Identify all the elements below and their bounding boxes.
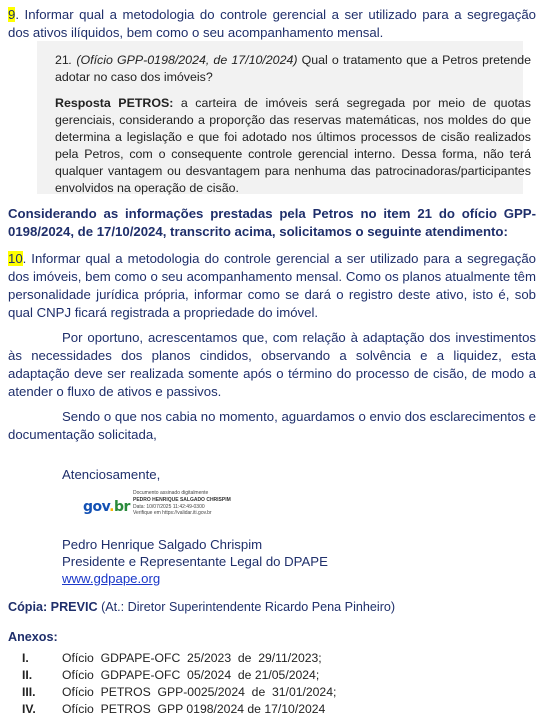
signature-verify: Verifique em https://validar.iti.gov.br: [133, 510, 212, 517]
oportuno-paragraph: [8, 329, 536, 401]
oportuno-text: Por oportuno, acrescentamos que, com relação à adaptação dos investimentos às necessidades dos planos cindidos, observando a solvência e a liquidez, esta adaptação deve ser realizada somente após o término do processo de cisão, de modo a atender o fluxo de ativos e passivos.: [8, 330, 536, 399]
item-10-number: 10: [8, 251, 23, 266]
signature-date: Data: 10/07/2025 11:42:49-0300: [133, 503, 205, 510]
document-page: 9. Informar qual a metodologia do controle gerencial a ser utilizado para a segregação dos ativos ilíquidos, bem como o seu acompanhamento mensal. 21. (Ofício GPP-0198/2024, de 17/10/2024) Qual o tratamento que a Petros pretende adotar no caso dos imóveis? Resposta PETROS: a carteira de imóveis será segregada por meio de quotas gerenciais, considerando a proporção das reservas matemáticas, nos moldes do que determina a legislação e que foi adotado nos últimos processos de cisão realizados pela Petros, com o consequente controle gerencial interno. Dessa forma, não terá qualquer vantagem ou desvantagem para nenhuma das patrocinadoras/participantes envolvidos na operação de cisão. Considerando as informações prestadas pela Petros no item 21 do ofício GPP-0198/2024, de 17/10/2024, transcrito acima, solicitamos o seguinte atendimento: 10. Informar qual a metodologia do controle gerencial a ser utilizado para a segregação dos imóveis, bem como o seu acompanhamento mensal. Como os planos atualmente têm personalidade jurídica própria, informar como se dará o registro deste ativo, isto é, sob qual CNPJ ficará registrada a propriedade do imóvel. Por oportuno, acrescentamos que, com relação à adaptação dos investimentos às necessidades dos planos cindidos, observando a solvência e a liquidez, esta adaptação deve ser realizada somente após o término do processo de cisão, de modo a atender o fluxo de ativos e passivos. Sendo o que nos cabia no momento, aguardamos o envio dos esclarecimentos e documentação solicitada, Atenciosamente, gov.br Documento assinado digitalmente PEDRO HENRIQUE SALGADO CHRISPIM Data: 10/07/2025 11:42:49-0300 Verifique em https://validar.iti.gov.br Pedro Henrique Salgado Chrispim Presidente e Representante Legal do DPAPE www.gdpape.org Cópia: PREVIC (At.: Diretor Superintendente Ricardo Pena Pinheiro) Anexos: I. Ofício GDPAPE-OFC 25/2023 de 29/11/2023; II. Ofício GDPAPE-OFC 05/2024 de 21/05/2024; III. Ofício PETROS GPP-0025/2024 de 31/01/2024; IV. Ofício PETROS GPP 0198/2024 de 17/10/2024: [8, 7, 536, 716]
copy-label: Cópia: PREVIC: [8, 600, 98, 614]
copy-text: (At.: Diretor Superintendente Ricardo Pena Pinheiro): [97, 600, 396, 614]
question-21-text: Qual o tratamento que a Petros pretende adotar no caso dos imóveis?: [55, 53, 531, 84]
signature-details: [133, 490, 231, 517]
item-10-text: . Informar qual a metodologia do controle gerencial a ser utilizado para a segregação dos imóveis, bem como o seu acompanhamento mensal. Como os planos atualmente têm personalidade jurídica própria, informar como se dará o registro deste ativo, isto é, sob qual CNPJ ficará registrada a propriedade do imóvel.: [8, 251, 536, 320]
signer-role: Presidente e Representante Legal do DPAPE: [62, 554, 328, 569]
signer-name: Pedro Henrique Salgado Chrispim: [62, 537, 263, 552]
website-link[interactable]: www.gdpape.org: [62, 571, 161, 586]
question-21-reference: . (Ofício GPP-0198/2024, de 17/10/2024): [68, 53, 298, 67]
govbr-logo: gov.br: [83, 499, 130, 515]
question-21: [55, 52, 531, 86]
annexes-title: Anexos:: [8, 630, 58, 644]
considerando-paragraph: Considerando as informações prestadas pela Petros no item 21 do ofício GPP-0198/2024, de 17/10/2024, transcrito acima, solicitamos o seguinte atendimento:: [8, 206, 536, 239]
sendo-paragraph: [8, 408, 536, 444]
item-10-paragraph: [8, 250, 536, 322]
closing-salutation: Atenciosamente,: [62, 467, 161, 482]
signature-signer-name: PEDRO HENRIQUE SALGADO CHRISPIM: [133, 496, 231, 503]
item-9-paragraph: [8, 6, 536, 42]
question-21-number: 21: [55, 53, 69, 67]
response-label: Resposta PETROS:: [55, 96, 174, 110]
signature-line-1: Documento assinado digitalmente: [133, 490, 209, 496]
response-text: a carteira de imóveis será segregada por meio de quotas gerenciais, considerando a proporção das reservas matemáticas, nos moldes do que determina a legislação e que foi adotado nos últimos processos de cisão realizados pela Petros, com o consequente controle gerencial interno. Dessa forma, não terá qualquer vantagem ou desvantagem para nenhuma das patrocinadoras/participantes envolvidos na operação de cisão.: [55, 96, 531, 195]
petros-response: [55, 95, 531, 197]
copy-line: [8, 598, 395, 616]
item-9-number: 9: [8, 7, 16, 22]
item-9-text: . Informar qual a metodologia do controle gerencial a ser utilizado para a segregação dos ativos ilíquidos, bem como o seu acompanhamento mensal.: [8, 7, 536, 40]
digital-signature-stamp: [83, 490, 283, 526]
sendo-text: Sendo o que nos cabia no momento, aguardamos o envio dos esclarecimentos e documentação solicitada,: [8, 409, 536, 442]
